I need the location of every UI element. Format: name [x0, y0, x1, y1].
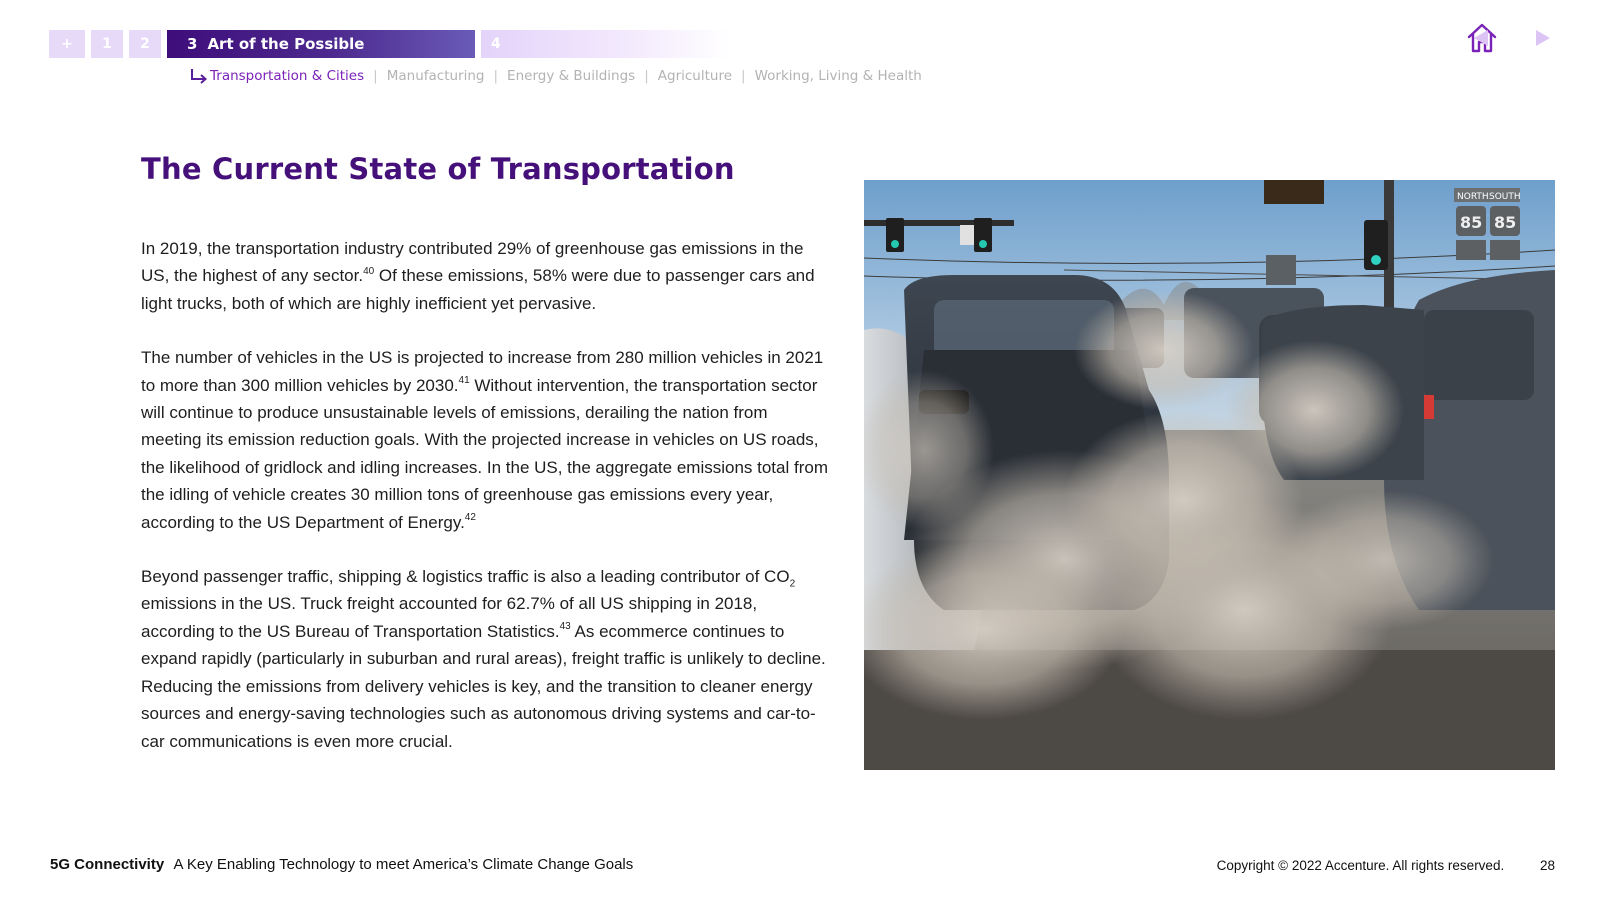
page-title: The Current State of Transportation [141, 152, 735, 186]
paragraph-text: The number of vehicles in the US is projected to increase from 280 million vehicles in 2021 to more than 300 million vehicles by 2030. [141, 348, 824, 395]
traffic-exhaust-photo [864, 180, 1555, 770]
paragraph-3 [141, 563, 831, 755]
subscript: 2 [789, 578, 796, 590]
subnav-item-agriculture[interactable]: Agriculture [657, 68, 733, 84]
paragraph-2 [141, 344, 831, 536]
prev-arrow-icon[interactable] [1474, 30, 1488, 46]
subnav-item-transportation-cities[interactable]: Transportation & Cities [210, 68, 365, 84]
footer-brand: 5G Connectivity [50, 856, 165, 873]
footer-info [1217, 858, 1555, 873]
page-navigation [1466, 22, 1556, 56]
subnav-separator: | [493, 68, 499, 84]
tab-3-label: Art of the Possible [207, 35, 365, 53]
footer-subtitle: A Key Enabling Technology to meet America’s Climate Change Goals [173, 856, 634, 873]
paragraph-text: Of these emissions, 58% were due to passenger cars and light trucks, both of which are highly inefficient yet pervasive. [141, 266, 815, 313]
sign-south: SOUTH [1489, 192, 1521, 202]
sign-north: NORTH [1457, 192, 1489, 202]
subnav-item-working-living-health[interactable]: Working, Living & Health [754, 68, 922, 84]
paragraph-text: In 2019, the transportation industry contributed 29% of greenhouse gas emissions in the US, the highest of any sector. [141, 239, 804, 286]
section-subnav [190, 66, 922, 86]
subnav-item-energy-buildings[interactable]: Energy & Buildings [507, 68, 636, 84]
tab-3-art-of-the-possible[interactable] [167, 30, 475, 58]
paragraph-text: emissions in the US. Truck freight accounted for 62.7% of all US shipping in 2018, according to the US Bureau of Transportation Statistics. [141, 594, 758, 641]
tab-4[interactable]: 4 [481, 30, 731, 58]
tab-1[interactable]: 1 [91, 30, 123, 58]
paragraph-text: Without intervention, the transportation sector will continue to produce unsustainable levels of emissions, derailing the nation from meeting its emission reduction goals. With the projected increase in vehicles on US roads, the likelihood of gridlock and idling increases. In the US, the aggregate emissions total from the idling of vehicle creates 30 million tons of greenhouse gas emissions every year, according to the US Department of Energy. [141, 375, 828, 532]
page-number: 28 [1539, 858, 1555, 873]
footer-title [50, 856, 633, 873]
sign-route-85: 85 [1460, 213, 1483, 232]
return-arrow-icon [190, 68, 208, 84]
paragraph-1 [141, 235, 831, 317]
subnav-item-manufacturing[interactable]: Manufacturing [386, 68, 485, 84]
next-arrow-icon[interactable] [1536, 30, 1550, 46]
paragraph-text: Beyond passenger traffic, shipping & logistics traffic is also a leading contributor of CO [141, 567, 790, 587]
footnote-ref[interactable]: 42 [464, 512, 476, 523]
subnav-separator: | [373, 68, 378, 84]
tab-2[interactable]: 2 [129, 30, 161, 58]
sign-route-85: 85 [1494, 213, 1517, 232]
tab-3-number: 3 [187, 35, 198, 53]
subnav-separator: | [741, 68, 746, 84]
footnote-ref[interactable]: 40 [363, 265, 375, 277]
subnav-separator: | [644, 68, 649, 84]
footnote-ref[interactable]: 43 [559, 621, 571, 633]
footer-copyright: Copyright © 2022 Accenture. All rights reserved. [1216, 858, 1505, 873]
footnote-ref[interactable]: 41 [458, 374, 470, 386]
body-text [141, 235, 831, 782]
paragraph-text: As ecommerce continues to expand rapidly (particularly in suburban and rural areas), freight traffic is unlikely to decline. Reducing the emissions from delivery vehicles is key, and the transition to cleaner energy sources and energy-saving technologies such as autonomous driving systems and car-to-car communications is even more crucial. [141, 621, 826, 751]
tab-plus[interactable]: + [49, 30, 85, 58]
